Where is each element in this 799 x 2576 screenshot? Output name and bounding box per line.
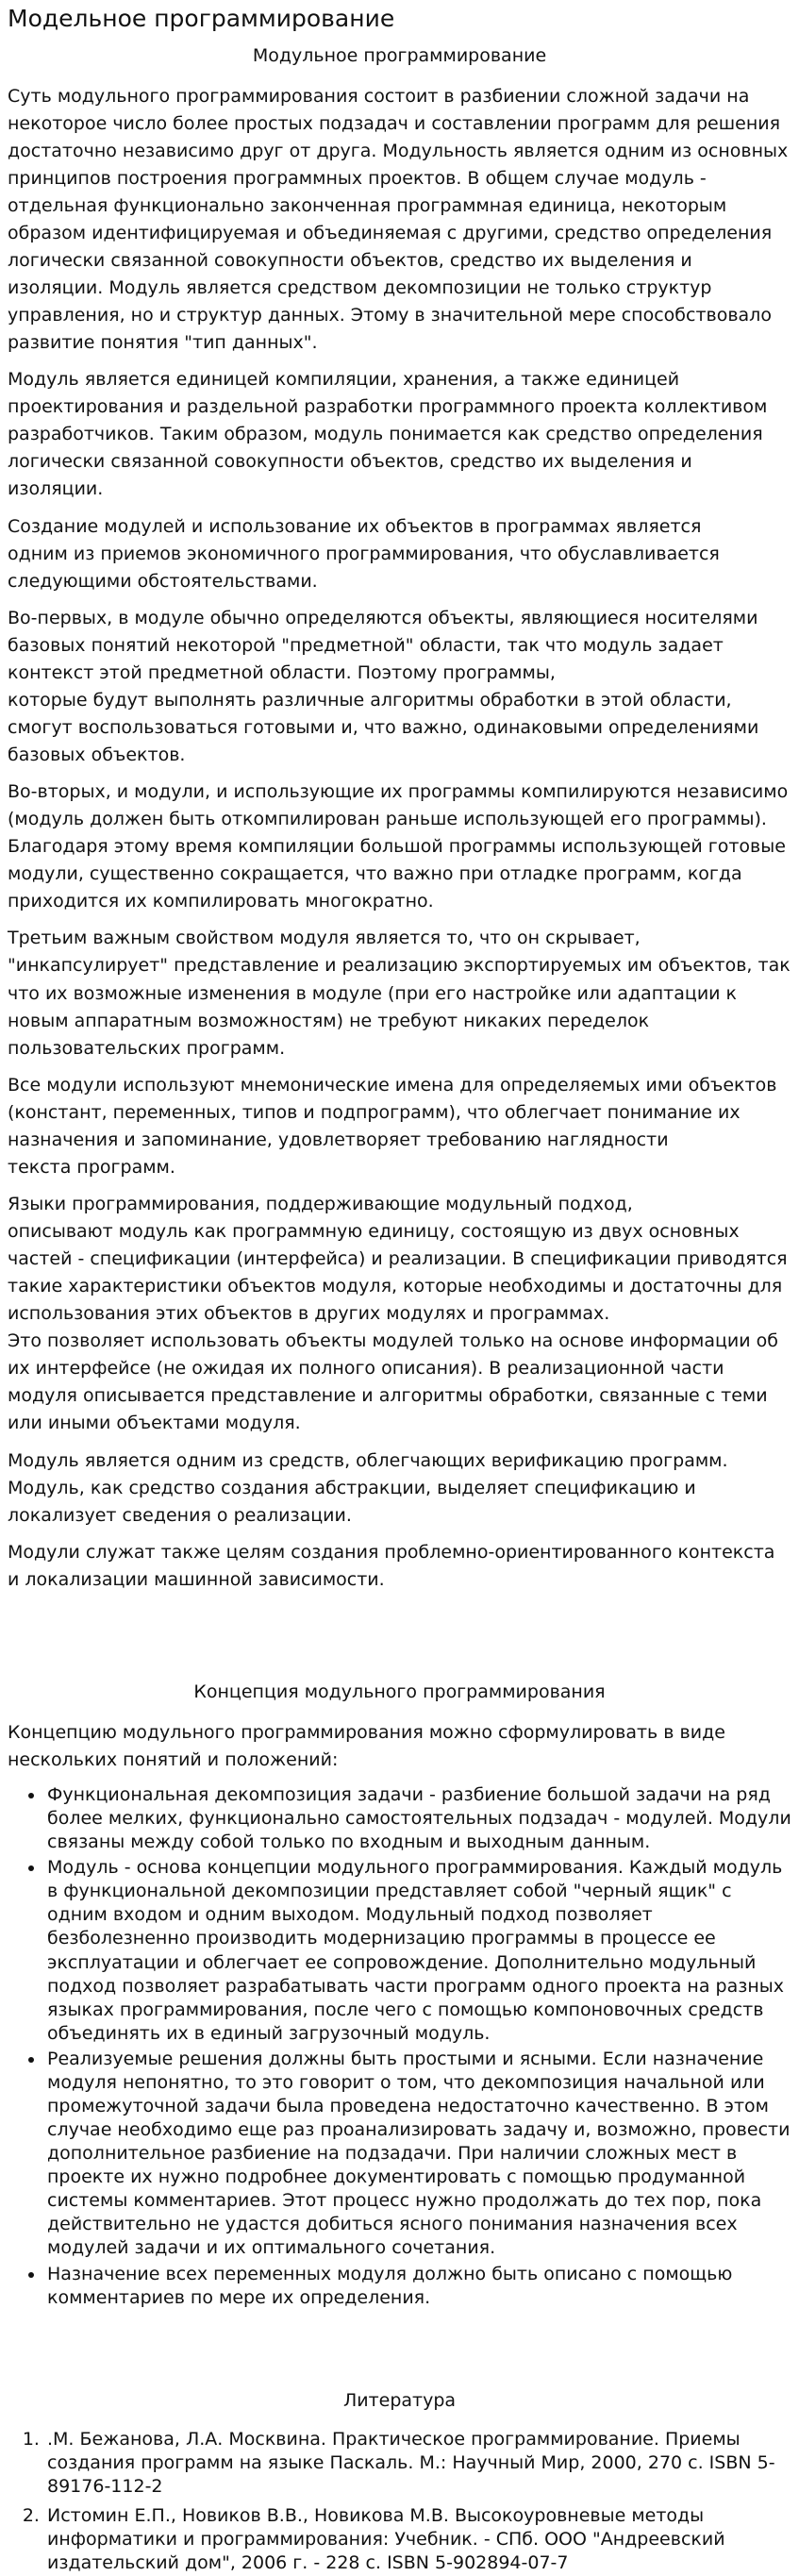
list-item: • Назначение всех переменных модуля должно быть описано с помощью комментариев по мере их определения. — [45, 2263, 791, 2310]
reference-item: 2. Истомин Е.П., Новиков В.В., Новикова М.В. Высокоуровневые методы информатики и программирования: Учебник. - СПб. ООО "Андреевский издательский дом", 2006 г. - 228 с. ISBN 5-902894-07-7 — [45, 2504, 791, 2575]
spacer — [8, 2312, 791, 2387]
reference-item: 1. .М. Бежанова, Л.А. Москвина. Практическое программирование. Приемы создания программ на языке Паскаль. М.: Научный Мир, 2000, 270 с. ISBN 5-89176-112-2 — [45, 2428, 791, 2499]
section-title: Концепция модульного программирования — [193, 1681, 606, 1702]
paragraph: Третьим важным свойством модуля является то, что он скрывает, "инкапсулирует" представление и реализацию экспортируемых им объектов, так что их возможные изменения в модуле (при его настройке или адаптации к новым аппаратным возможностям) не требуют никаких переделок пользовательских программ. — [8, 928, 791, 1059]
paragraph: Все модули используют мнемонические имена для определяемых ими объектов (констант, переменных, типов и подпрограмм), что облегчает понимание их назначения и запоминание, удовлетворяет требованию наглядности текста программ. — [8, 1074, 777, 1178]
paragraph: Модуль является единицей компиляции, хранения, а также единицей проектирования и раздельной разработки программного проекта коллективом разработчиков. Таким образом, модуль понимается как средство определения логически связанной совокупности объектов, средство их выделения и изоляции. — [8, 369, 768, 500]
reference-list — [8, 2428, 791, 2575]
paragraph: Суть модульного программирования состоит в разбиении сложной задачи на некоторое число более простых подзадач и составлении программ для решения достаточно независимо друг от друга. Модульность является одним из основных принципов построения программных проектов. В общем случае модуль - отдельная функционально законченная программная единица, некоторым образом идентифицируемая и объединяемая с другими, средство определения логически связанной совокупности объектов, средство их выделения и изоляции. Модуль является средством декомпозиции не только структур управления, но и структур данных. Этому в значительной мере способствовало развитие понятия "тип данных". — [8, 85, 789, 354]
section-modular-programming — [8, 42, 791, 1594]
paragraph: Языки программирования, поддерживающие модульный подход, описывают модуль как программную единицу, состоящую из двух основных частей - спецификации (интерфейса) и реализации. В спецификации приводятся такие характеристики объектов модуля, которые необходимы и достаточны для использования этих объектов в других модулях и программах. Это позволяет использовать объекты модулей только на основе информации об их интерфейсе (не ожидая их полного описания). В реализационной части модуля описывается представление и алгоритмы обработки, связанные с теми или иными объектами модуля. — [8, 1193, 788, 1434]
section-concept — [8, 1679, 791, 2310]
paragraph: Во-первых, в модуле обычно определяются объекты, являющиеся носителями базовых понятий некоторой "предметной" области, так что модуль задает контекст этой предметной области. Поэтому программы, которые будут выполнять различные алгоритмы обработки в этой области, смогут воспользоваться готовыми и, что важно, одинаковыми определениями базовых объектов. — [8, 607, 759, 765]
page-title: Модельное программирование — [8, 5, 395, 32]
section-title: Литература — [342, 2389, 457, 2411]
list-item: • Реализуемые решения должны быть простыми и ясными. Если назначение модуля непонятно, то это говорит о том, что декомпозиция начальной или промежуточной задачи была проведена недостаточно качественно. В этом случае необходимо еще раз проанализировать задачу и, возможно, провести дополнительное разбиение на подзадачи. При наличии сложных мест в проекте их нужно подробнее документировать с помощью продуманной системы комментариев. Этот процесс нужно продолжать до тех пор, пока действительно не удастся добиться ясного понимания назначения всех модулей задачи и их оптимального сочетания. — [45, 2048, 791, 2261]
list-item: • Функциональная декомпозиция задачи - разбиение большой задачи на ряд более мелких, функционально самостоятельных подзадач - модулей. Модули связаны между собой только по входным и выходным данным. — [45, 1783, 791, 1854]
section-literature — [8, 2387, 791, 2576]
paragraph: Модули служат также целям создания проблемно-ориентированного контекста и локализации машинной зависимости. — [8, 1541, 775, 1590]
paragraph: Создание модулей и использование их объектов в программах является одним из приемов экономичного программирования, что обуславливается следующими обстоятельствами. — [8, 515, 720, 592]
spacer — [8, 1603, 791, 1679]
section-title: Модульное программирование — [252, 44, 547, 66]
paragraph: Модуль является одним из средств, облегчающих верификацию программ. Модуль, как средство создания абстракции, выделяет спецификацию и локализует сведения о реализации. — [8, 1449, 728, 1526]
list-item: • Модуль - основа концепции модульного программирования. Каждый модуль в функциональной декомпозиции представляет собой "черный ящик" с одним входом и одним выходом. Модульный подход позволяет безболезненно производить модернизацию программы в процессе ее эксплуатации и облегчает ее сопровождение. Дополнительно модульный подход позволяет разрабатывать части программ одного проекта на разных языках программирования, после чего с помощью компоновочных средств объединять их в единый загрузочный модуль. — [45, 1856, 791, 2046]
paragraph: Концепцию модульного программирования можно сформулировать в виде нескольких понятий и положений: — [8, 1721, 725, 1770]
paragraph: Во-вторых, и модули, и использующие их программы компилируются независимо (модуль должен быть откомпилирован раньше использующей его программы). Благодаря этому время компиляции большой программы использующей готовые модули, существенно сокращается, что важно при отладке программ, когда приходится их компилировать многократно. — [8, 781, 789, 912]
concept-list — [8, 1783, 791, 2310]
